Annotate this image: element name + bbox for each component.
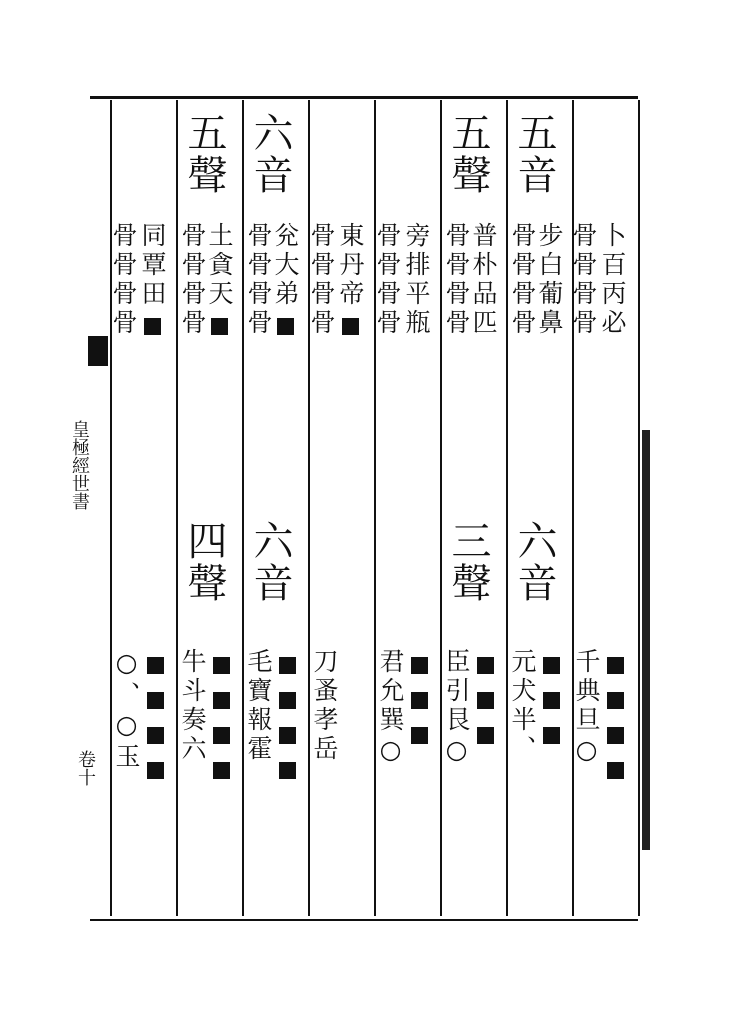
char-line: 君允巽○ — [376, 648, 405, 768]
upper-column — [570, 112, 626, 338]
char-line: 牛斗奏六 — [178, 648, 207, 764]
lower-column — [510, 648, 560, 764]
section-heading: 四聲 — [181, 520, 227, 604]
upper-column — [176, 112, 232, 196]
right-margin-bar — [642, 430, 650, 850]
char-line: 元犬半、 — [508, 648, 537, 764]
upper-column — [440, 112, 496, 196]
lower-column — [312, 648, 337, 764]
missing-char-mark — [279, 727, 296, 744]
char-line: ○、○玉 — [112, 648, 141, 772]
upper-column-lines — [246, 222, 298, 344]
char-line: 骨骨骨骨 — [508, 222, 537, 338]
missing-char-mark — [607, 657, 624, 674]
lower-column — [180, 648, 230, 788]
missing-char-mark — [607, 692, 624, 709]
book-title: 皇極經世書 — [69, 420, 90, 510]
upper-column — [506, 112, 562, 196]
lower-column — [246, 648, 296, 788]
upper-column — [110, 112, 166, 344]
char-line: 臣引艮○ — [442, 648, 471, 768]
upper-column — [308, 112, 364, 344]
missing-char-mark — [147, 692, 164, 709]
missing-char-mark — [213, 762, 230, 779]
char-line: 千典旦○ — [572, 648, 601, 768]
upper-column — [374, 112, 430, 338]
section-heading: 五聲 — [445, 112, 491, 196]
missing-char-mark — [211, 318, 228, 335]
char-line: 骨骨骨骨 — [442, 222, 471, 338]
missing-char-mark — [147, 657, 164, 674]
missing-char-mark — [279, 657, 296, 674]
missing-char-mark — [411, 727, 428, 744]
missing-char-mark — [477, 727, 494, 744]
missing-char-mark — [543, 692, 560, 709]
missing-char-mark — [342, 318, 359, 335]
char-line: 土貪天 — [205, 222, 234, 309]
char-line: 兊大弟 — [271, 222, 300, 309]
missing-char-mark — [477, 657, 494, 674]
fish-tail-mark — [88, 336, 108, 366]
char-line: 卜百丙必 — [598, 222, 627, 338]
missing-char-mark — [213, 692, 230, 709]
char-line: 骨骨骨骨 — [109, 222, 138, 338]
section-heading: 五音 — [511, 112, 557, 196]
missing-char-mark — [144, 318, 161, 335]
missing-char-mark — [543, 657, 560, 674]
lower-column — [378, 648, 428, 768]
missing-char-mark — [147, 727, 164, 744]
section-heading: 六音 — [247, 520, 293, 604]
char-line: 骨骨骨骨 — [244, 222, 273, 338]
missing-char-mark — [147, 762, 164, 779]
char-line: 骨骨骨骨 — [178, 222, 207, 338]
upper-column-lines — [444, 222, 496, 338]
char-line: 東丹帝 — [336, 222, 365, 309]
char-line: 骨骨骨骨 — [307, 222, 336, 338]
missing-char-mark — [607, 762, 624, 779]
lower-column — [444, 648, 494, 768]
char-line: 旁排平瓶 — [402, 222, 431, 338]
upper-column — [242, 112, 298, 196]
lower-column — [114, 648, 164, 788]
section-heading: 六音 — [511, 520, 557, 604]
char-line: 步白葡鼻 — [535, 222, 564, 338]
missing-char-mark — [213, 727, 230, 744]
char-line: 刀蚤孝岳 — [310, 648, 339, 764]
missing-char-mark — [543, 727, 560, 744]
missing-char-mark — [279, 762, 296, 779]
missing-char-mark — [279, 692, 296, 709]
section-heading: 六音 — [247, 112, 293, 196]
char-line: 毛寶報霍 — [244, 648, 273, 764]
missing-char-mark — [277, 318, 294, 335]
column-rule — [638, 100, 640, 916]
section-heading: 三聲 — [445, 520, 491, 604]
missing-char-mark — [607, 727, 624, 744]
char-line: 同覃田 — [138, 222, 167, 309]
char-line: 骨骨骨骨 — [569, 222, 598, 338]
section-heading: 五聲 — [181, 112, 227, 196]
missing-char-mark — [213, 657, 230, 674]
char-line: 骨骨骨骨 — [373, 222, 402, 338]
missing-char-mark — [411, 692, 428, 709]
upper-column-lines — [180, 222, 232, 344]
char-line: 普朴品匹 — [469, 222, 498, 338]
lower-column — [574, 648, 624, 788]
missing-char-mark — [477, 692, 494, 709]
page-number: 卷十 — [75, 750, 96, 786]
upper-column-lines — [510, 222, 562, 338]
missing-char-mark — [411, 657, 428, 674]
page-frame — [90, 96, 638, 921]
